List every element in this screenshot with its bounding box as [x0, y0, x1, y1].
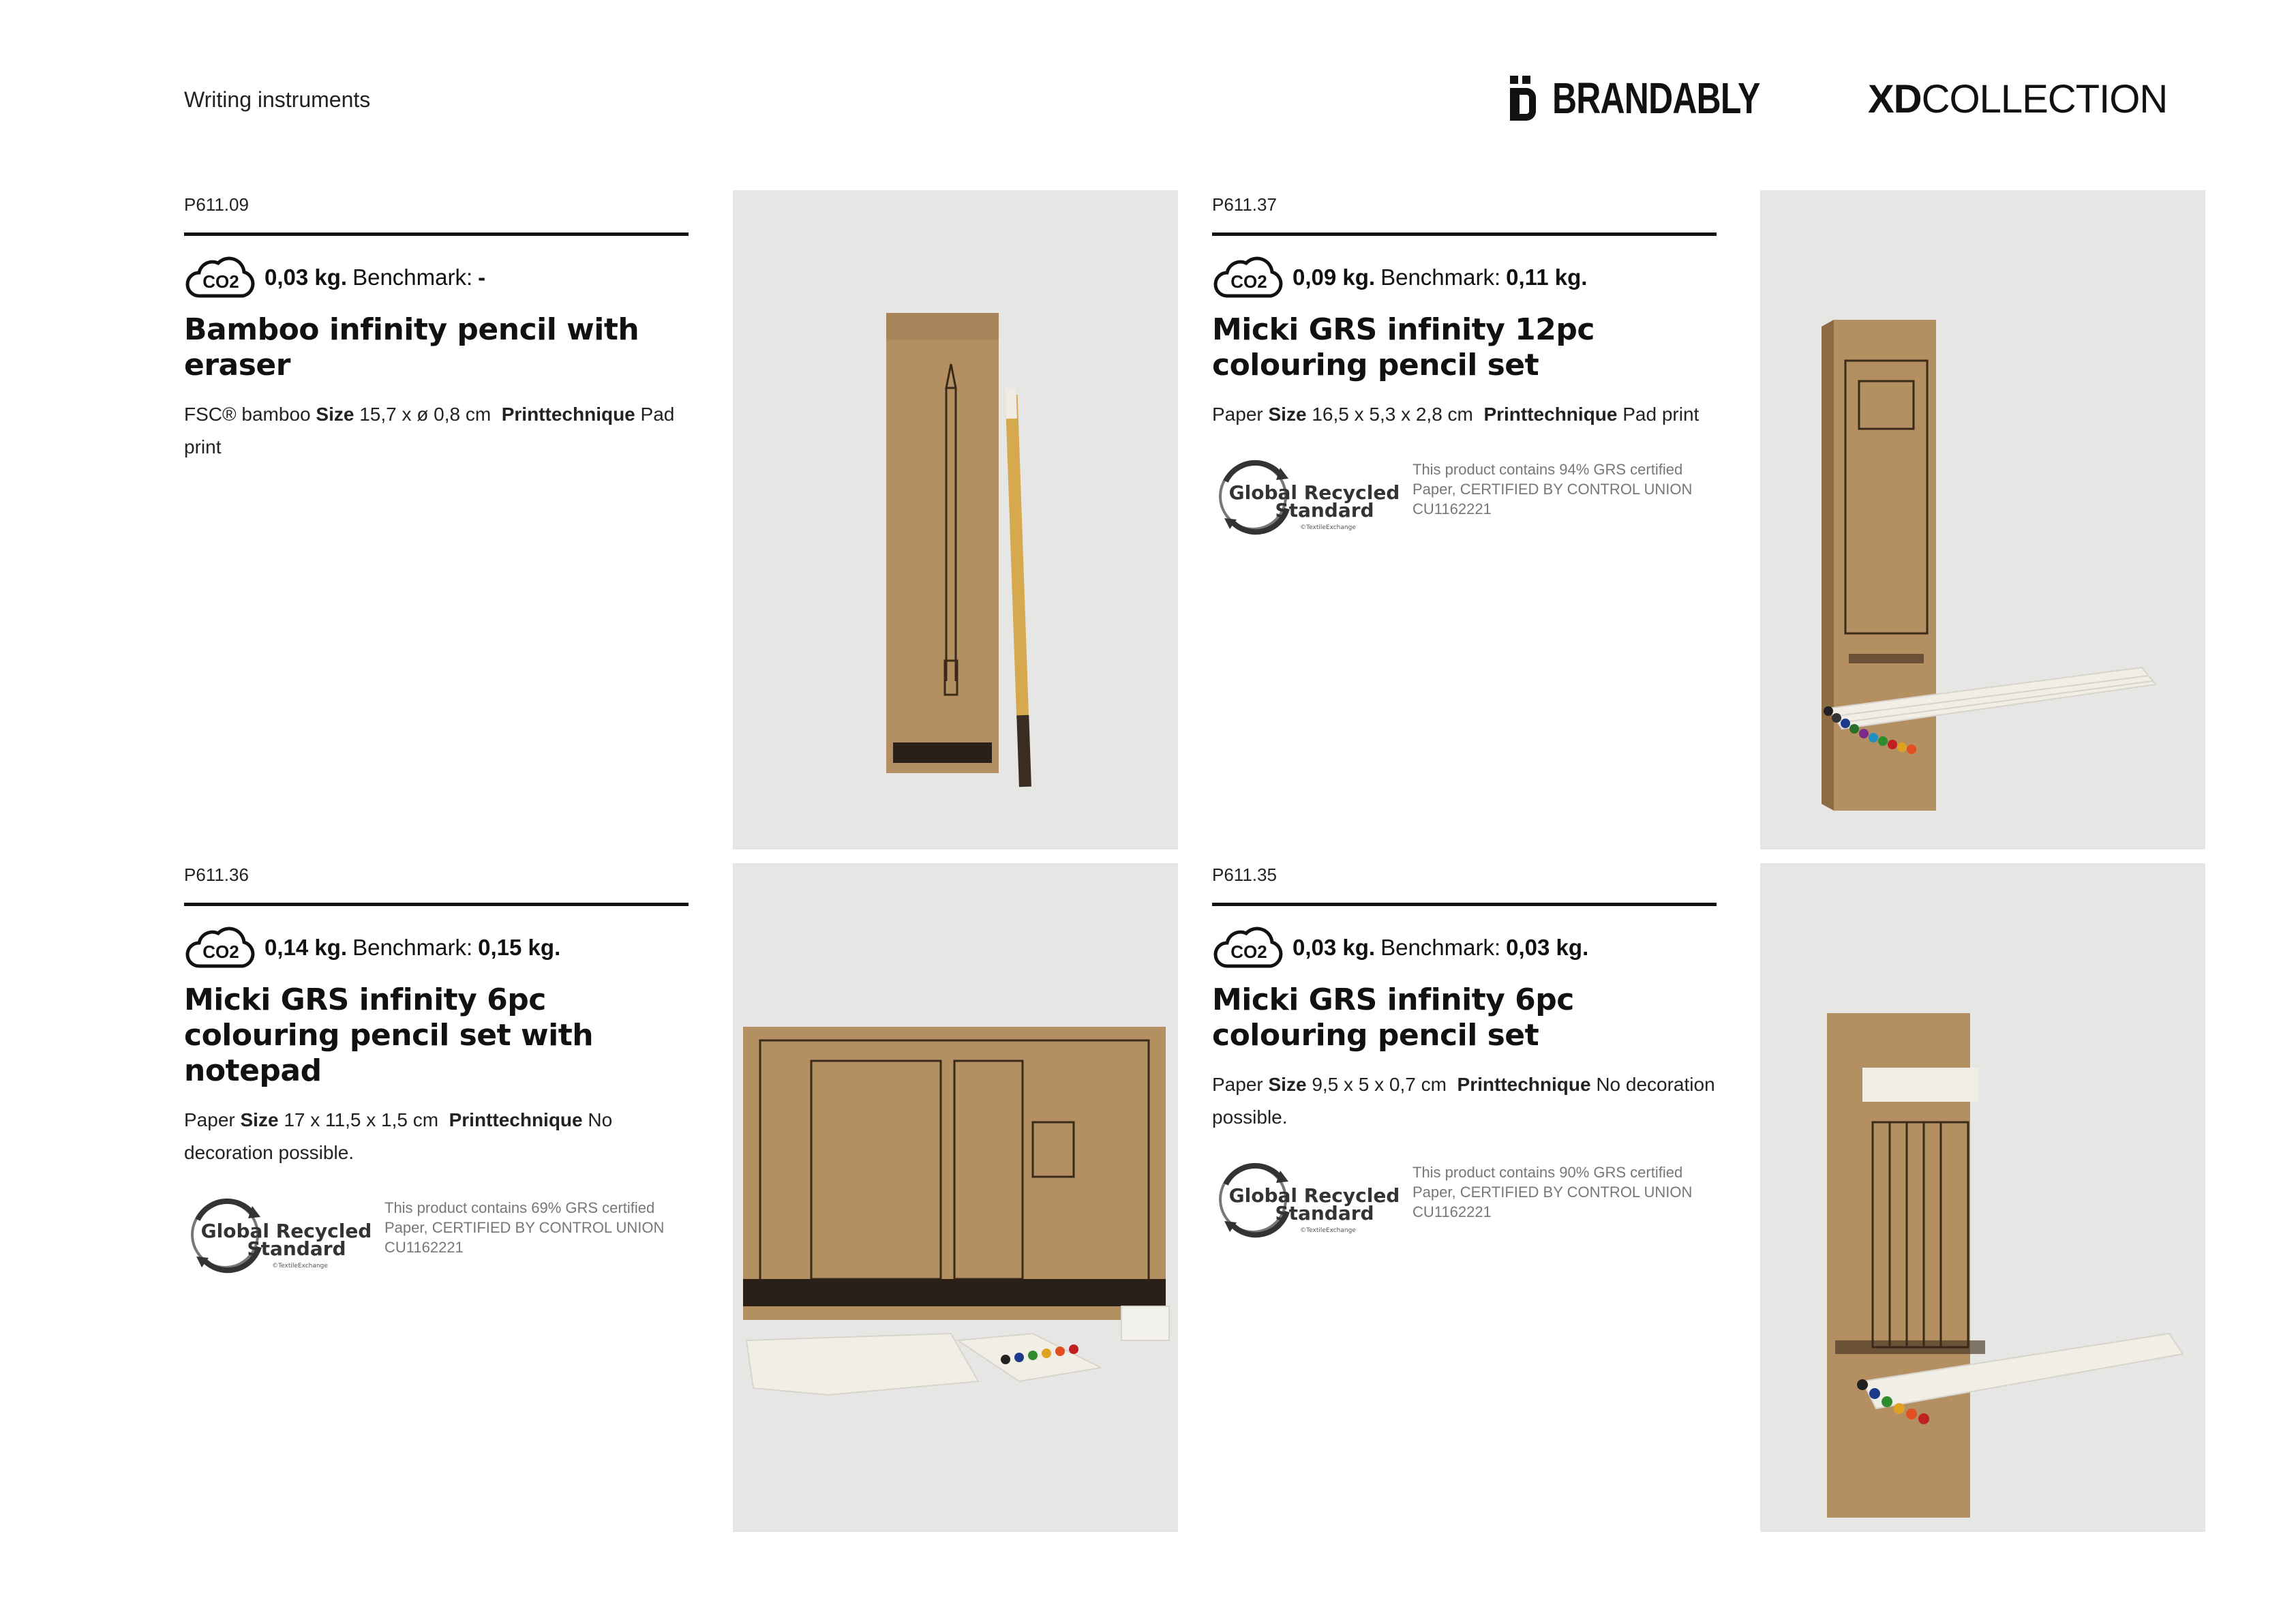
size-value: 16,5 x 5,3 x 2,8 cm — [1312, 404, 1473, 425]
benchmark-label: Benchmark: — [1380, 935, 1501, 960]
co2-cloud-icon — [184, 925, 258, 970]
pencil-set-12-illustration — [1760, 190, 2205, 849]
print-value: Pad print — [184, 404, 675, 457]
divider — [1212, 232, 1717, 236]
grs-logo-line2: Standard — [1275, 499, 1374, 522]
product-card-p611-36 — [184, 864, 692, 1278]
benchmark-label: Benchmark: — [1380, 265, 1501, 290]
grs-description: This product contains 90% GRS certified Paper, CERTIFIED BY CONTROL UNION CU1162221 — [1413, 1164, 1693, 1220]
grs-logo-line2: Standard — [1275, 1202, 1374, 1224]
grs-logo-line3: ©TextileExchange — [272, 1263, 328, 1269]
size-value: 17 x 11,5 x 1,5 cm — [284, 1109, 439, 1130]
co2-footprint — [1212, 924, 1720, 972]
co2-label: CO2 — [202, 271, 239, 292]
grs-description: This product contains 94% GRS certified Paper, CERTIFIED BY CONTROL UNION CU1162221 — [1413, 461, 1693, 517]
co2-footprint — [1212, 254, 1720, 301]
co2-label: CO2 — [1230, 942, 1267, 962]
bamboo-pencil-illustration — [733, 190, 1178, 849]
size-value: 9,5 x 5 x 0,7 cm — [1312, 1074, 1447, 1095]
product-photo-p611-37 — [1760, 190, 2205, 849]
pencil-set-notepad-illustration — [733, 863, 1178, 1532]
product-card-p611-37 — [1212, 194, 1720, 540]
print-label: Printtechnique — [1457, 1074, 1591, 1095]
benchmark-label: Benchmark: — [352, 935, 473, 960]
global-recycled-standard-logo — [184, 1192, 375, 1278]
grs-certification — [184, 1192, 692, 1278]
co2-label: CO2 — [1230, 271, 1267, 292]
brandably-wordmark: BRANDABLY — [1552, 74, 1760, 123]
print-value: No decoration possible. — [1212, 1074, 1715, 1128]
benchmark-value: 0,15 kg. — [478, 935, 561, 960]
grs-certification — [1212, 454, 1720, 540]
grs-logo-line3: ©TextileExchange — [1300, 1227, 1356, 1234]
grs-certification — [1212, 1157, 1720, 1243]
product-title: Micki GRS infinity 6pc colouring pencil set — [1212, 982, 1574, 1053]
global-recycled-standard-logo — [1212, 1157, 1403, 1243]
size-label: Size — [316, 404, 354, 425]
co2-value: 0,09 kg. — [1293, 265, 1376, 290]
product-photo-p611-35 — [1760, 863, 2205, 1532]
divider — [184, 232, 689, 236]
co2-cloud-icon — [1212, 255, 1286, 300]
section-title: Writing instruments — [184, 87, 371, 112]
grs-logo-line3: ©TextileExchange — [1300, 524, 1356, 531]
co2-cloud-icon — [184, 255, 258, 300]
product-specs — [1212, 1068, 1720, 1134]
size-label: Size — [1268, 1074, 1307, 1095]
print-label: Printtechnique — [1483, 404, 1618, 425]
benchmark-value: - — [478, 265, 486, 290]
grs-logo-line1: Global Recycled — [1228, 1184, 1400, 1207]
size-label: Size — [1268, 404, 1307, 425]
divider — [1212, 903, 1717, 906]
co2-footprint — [184, 924, 692, 972]
product-photo-p611-09 — [733, 190, 1178, 849]
product-specs — [184, 398, 692, 464]
benchmark-label: Benchmark: — [352, 265, 473, 290]
xd-logo-collection: COLLECTION — [1921, 77, 2168, 121]
product-sku: P611.09 — [184, 194, 249, 215]
brandably-mark-icon — [1509, 76, 1536, 121]
print-value: Pad print — [1622, 404, 1700, 425]
product-sku: P611.37 — [1212, 194, 1277, 215]
co2-value: 0,03 kg. — [1293, 935, 1376, 960]
brandably-logo — [1509, 74, 1818, 123]
product-title: Bamboo infinity pencil with eraser — [184, 312, 639, 382]
product-sku: P611.35 — [1212, 864, 1277, 885]
xd-collection-logo — [1868, 76, 2167, 122]
product-sku: P611.36 — [184, 864, 249, 885]
grs-logo-line1: Global Recycled — [200, 1220, 372, 1242]
material: FSC® bamboo — [184, 404, 311, 425]
grs-logo-line1: Global Recycled — [1228, 481, 1400, 504]
co2-footprint — [184, 254, 692, 301]
benchmark-value: 0,03 kg. — [1506, 935, 1589, 960]
co2-value: 0,03 kg. — [265, 265, 348, 290]
size-label: Size — [240, 1109, 279, 1130]
product-card-p611-35 — [1212, 864, 1720, 1243]
print-label: Printtechnique — [449, 1109, 583, 1130]
product-specs — [184, 1104, 692, 1169]
grs-logo-line2: Standard — [247, 1237, 346, 1260]
size-value: 15,7 x ø 0,8 cm — [359, 404, 492, 425]
product-specs — [1212, 398, 1720, 431]
co2-cloud-icon — [1212, 925, 1286, 970]
product-title: Micki GRS infinity 6pc colouring pencil set with notepad — [184, 982, 594, 1088]
grs-description: This product contains 69% GRS certified Paper, CERTIFIED BY CONTROL UNION CU1162221 — [384, 1199, 665, 1256]
product-photo-p611-36 — [733, 863, 1178, 1532]
global-recycled-standard-logo — [1212, 454, 1403, 540]
benchmark-value: 0,11 kg. — [1506, 265, 1588, 290]
print-label: Printtechnique — [501, 404, 635, 425]
xd-logo-xd: XD — [1868, 77, 1922, 121]
co2-label: CO2 — [202, 942, 239, 962]
pencil-set-6-illustration — [1760, 863, 2205, 1532]
product-card-p611-09 — [184, 194, 692, 464]
material: Paper — [1212, 404, 1263, 425]
product-title: Micki GRS infinity 12pc colouring pencil set — [1212, 312, 1595, 382]
print-value: No decoration possible. — [184, 1109, 613, 1163]
co2-value: 0,14 kg. — [265, 935, 348, 960]
divider — [184, 903, 689, 906]
material: Paper — [1212, 1074, 1263, 1095]
material: Paper — [184, 1109, 235, 1130]
